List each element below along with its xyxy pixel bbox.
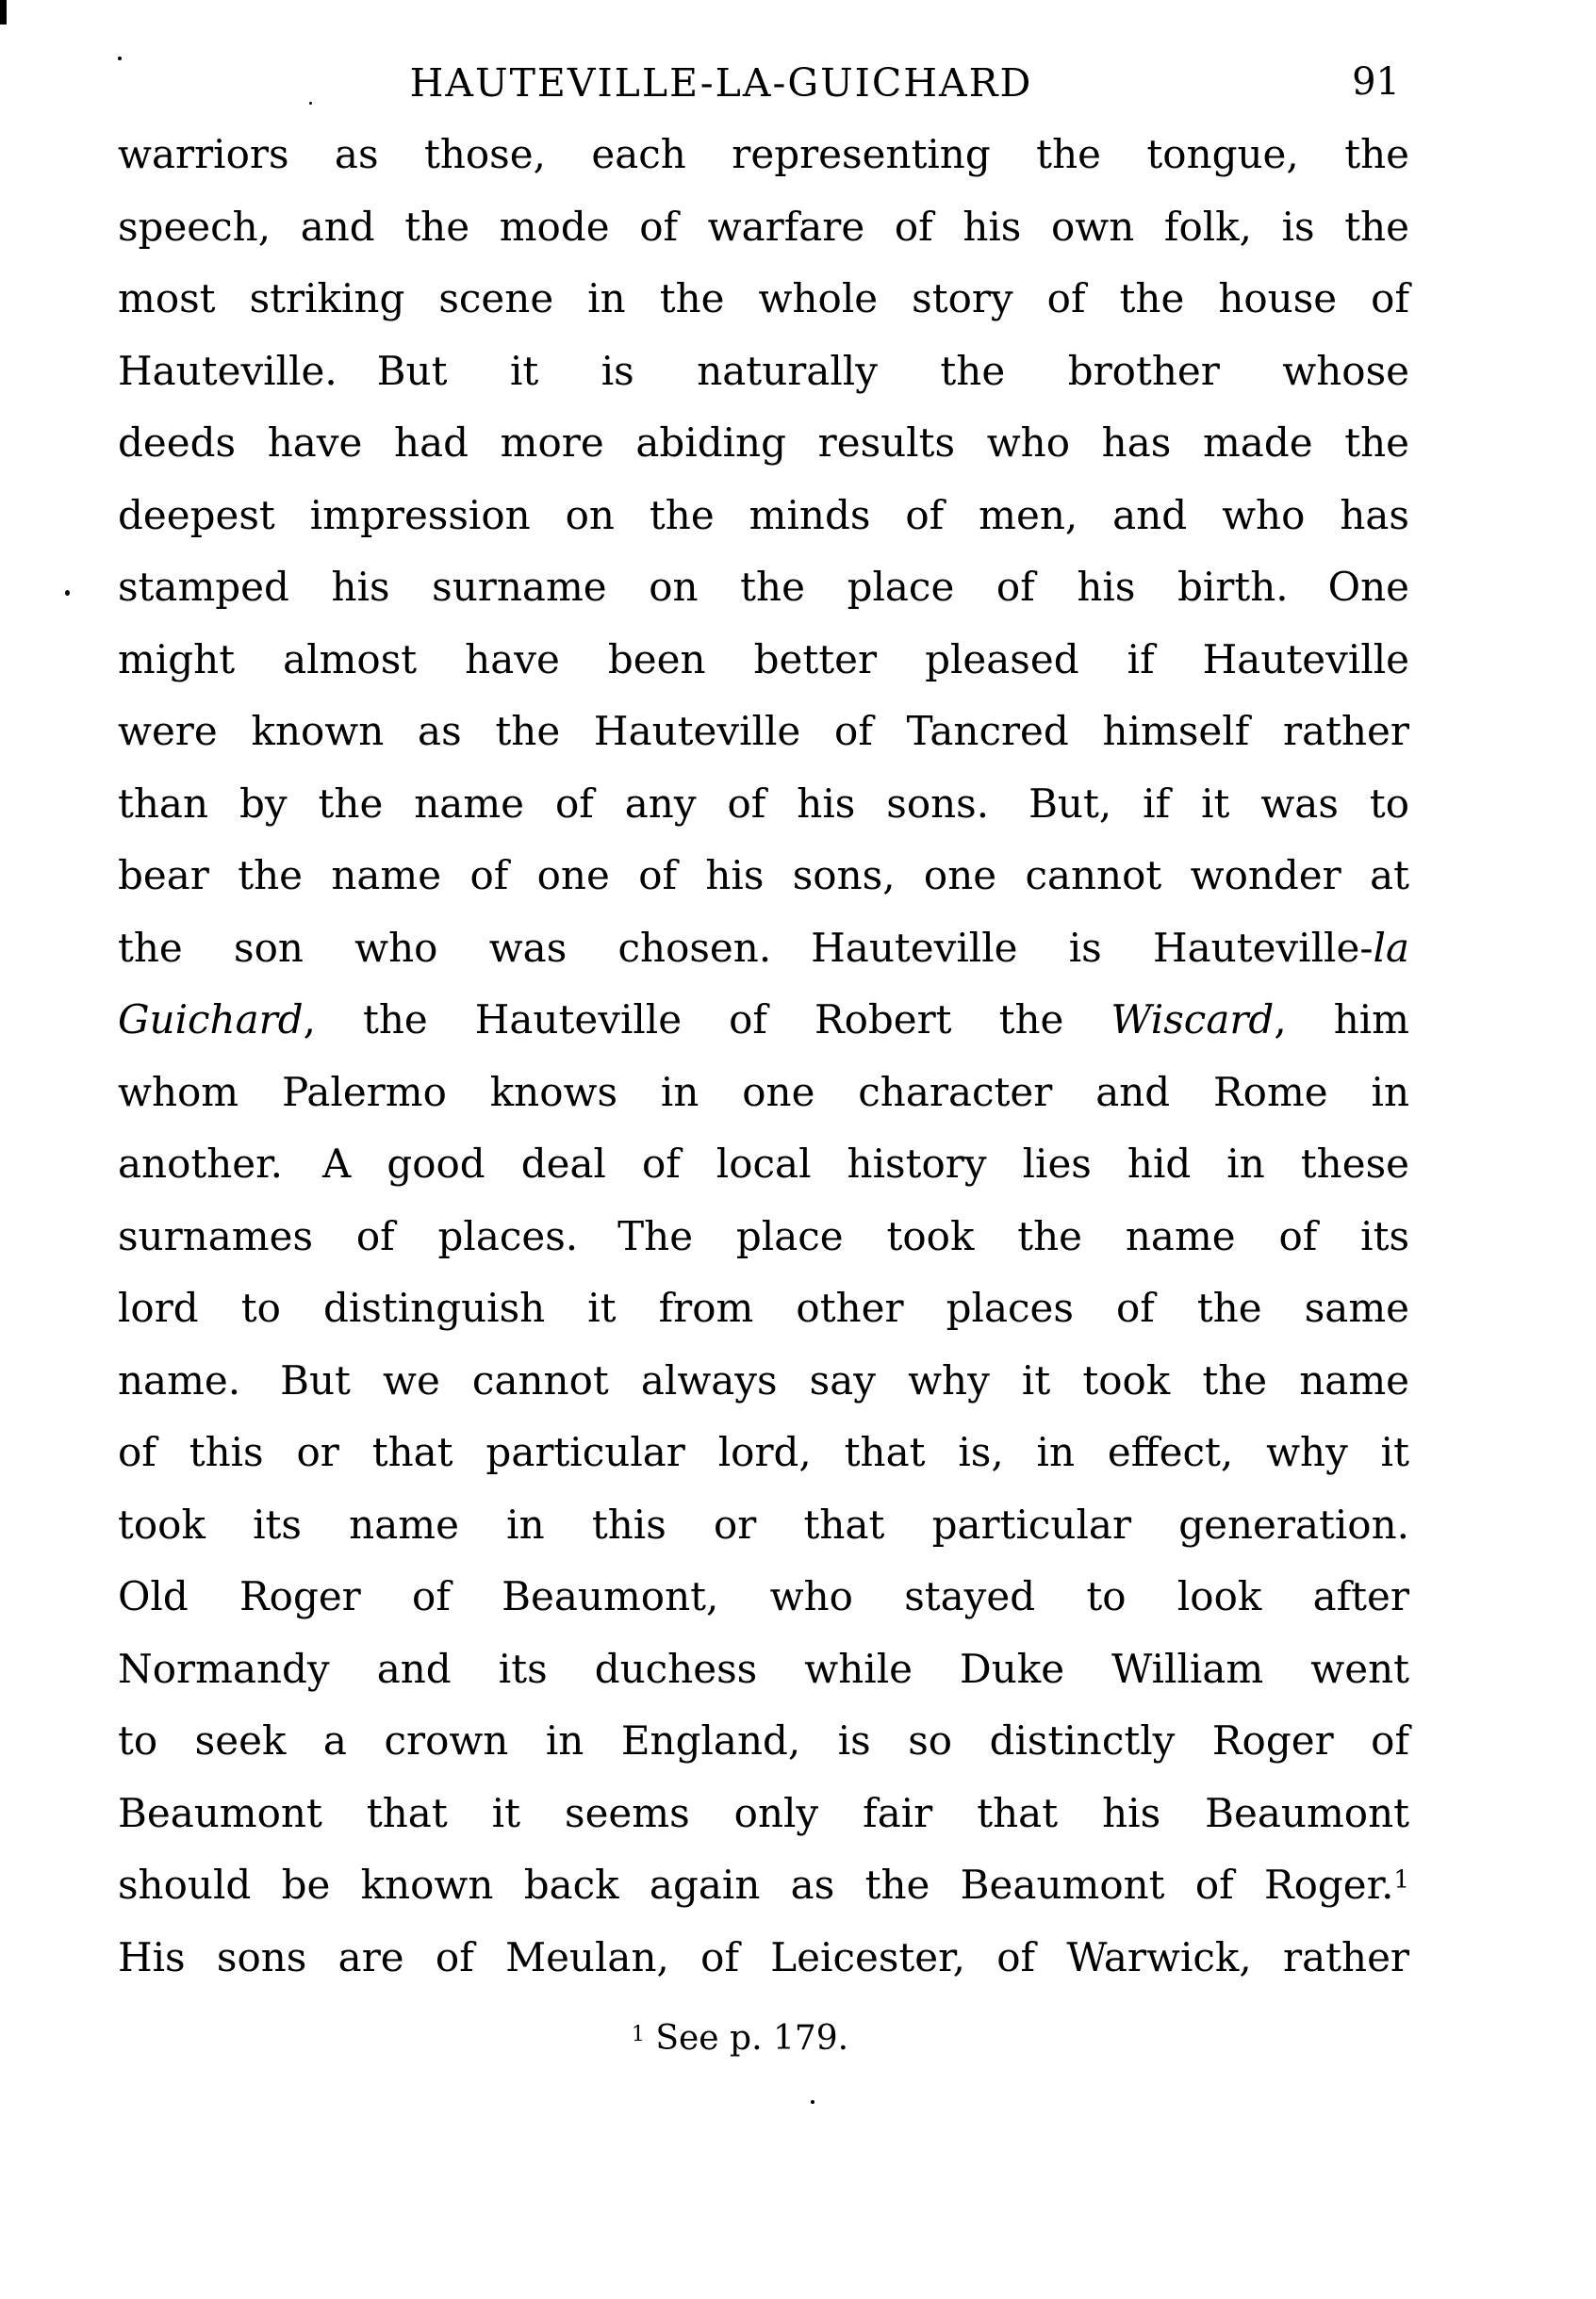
text-segment: speech, and the mode of warfare of his own folk, is the bbox=[118, 203, 1409, 250]
scan-artifact bbox=[811, 2100, 814, 2104]
text-segment: stamped his surname on the place of his birth. One bbox=[118, 564, 1409, 610]
text-line bbox=[118, 912, 1409, 985]
text-line bbox=[118, 768, 1409, 841]
text-line bbox=[118, 984, 1409, 1057]
text-line bbox=[118, 336, 1409, 408]
page-number: 91 bbox=[1352, 60, 1400, 104]
text-line bbox=[118, 1489, 1409, 1562]
text-line bbox=[118, 551, 1409, 624]
text-segment: took its name in this or that particular generation. bbox=[118, 1501, 1409, 1548]
text-segment: deeds have had more abiding results who has made the bbox=[118, 419, 1409, 466]
text-segment: another. A good deal of local history lies hid in these bbox=[118, 1141, 1409, 1187]
footnote-marker: 1 bbox=[1393, 1865, 1409, 1895]
text-segment: should be known back again as the Beaumont of Roger. bbox=[118, 1862, 1394, 1908]
scan-artifact bbox=[118, 57, 122, 60]
text-line bbox=[118, 1778, 1409, 1850]
text-segment: whom Palermo knows in one character and Rome in bbox=[118, 1068, 1409, 1115]
text-line bbox=[118, 263, 1409, 336]
text-line bbox=[118, 1705, 1409, 1778]
text-segment: were known as the Hauteville of Tancred himself rather bbox=[118, 708, 1409, 754]
text-segment: surnames of places. The place took the name of its bbox=[118, 1212, 1409, 1259]
scan-artifact bbox=[65, 590, 70, 596]
text-line bbox=[118, 480, 1409, 552]
text-line bbox=[118, 696, 1409, 768]
text-line bbox=[118, 1849, 1409, 1922]
text-line bbox=[118, 624, 1409, 697]
running-title: HAUTEVILLE-LA-GUICHARD bbox=[409, 60, 1033, 106]
italic-text: Wiscard bbox=[1111, 996, 1275, 1043]
text-segment: the son who was chosen. Hauteville is Hauteville- bbox=[118, 924, 1374, 971]
text-segment: than by the name of any of his sons. But, if it was to bbox=[118, 780, 1409, 827]
footnote-marker: 1 bbox=[631, 2023, 645, 2047]
text-segment: lord to distinguish it from other places of the same bbox=[118, 1285, 1409, 1331]
text-line bbox=[118, 1561, 1409, 1634]
text-line bbox=[118, 407, 1409, 480]
text-segment: warriors as those, each representing the tongue, the bbox=[118, 131, 1409, 177]
text-line bbox=[118, 1128, 1409, 1201]
text-segment: bear the name of one of his sons, one cannot wonder at bbox=[118, 852, 1409, 898]
text-line bbox=[118, 1922, 1409, 1995]
text-segment: most striking scene in the whole story of the house of bbox=[118, 275, 1409, 321]
text-line bbox=[118, 1057, 1409, 1129]
body-text bbox=[118, 119, 1409, 1994]
text-segment: deepest impression on the minds of men, and who has bbox=[118, 491, 1409, 538]
scan-artifact bbox=[309, 102, 312, 105]
text-line bbox=[118, 191, 1409, 264]
text-line bbox=[118, 1634, 1409, 1706]
text-segment: Normandy and its duchess while Duke William went bbox=[118, 1645, 1409, 1692]
text-segment: See p. 179. bbox=[644, 2019, 849, 2058]
text-segment: name. But we cannot always say why it took the name bbox=[118, 1356, 1409, 1404]
text-segment: Hauteville. But it is naturally the brother whose bbox=[118, 347, 1409, 394]
text-line bbox=[118, 119, 1409, 191]
text-segment: Old Roger of Beaumont, who stayed to look after bbox=[118, 1573, 1409, 1619]
text-segment: of this or that particular lord, that is, in effect, why it bbox=[118, 1429, 1409, 1475]
text-line bbox=[118, 1417, 1409, 1489]
text-segment: His sons are of Meulan, of Leicester, of Warwick, rather bbox=[118, 1933, 1409, 1980]
text-segment: might almost have been better pleased if Hauteville bbox=[118, 635, 1409, 682]
text-segment: to seek a crown in England, is so distinctly Roger of bbox=[118, 1717, 1409, 1764]
italic-text: la bbox=[1373, 924, 1409, 971]
text-segment: , the Hauteville of Robert the bbox=[303, 996, 1111, 1043]
scan-artifact bbox=[0, 0, 7, 25]
text-line bbox=[118, 1201, 1409, 1273]
italic-text: Guichard bbox=[118, 996, 304, 1043]
text-line bbox=[118, 1345, 1409, 1418]
text-segment: Beaumont that it seems only fair that his Beaumont bbox=[118, 1789, 1409, 1836]
text-line bbox=[118, 840, 1409, 912]
text-segment: , him bbox=[1274, 996, 1409, 1043]
text-line bbox=[118, 1273, 1409, 1345]
footnote bbox=[94, 2019, 1386, 2058]
